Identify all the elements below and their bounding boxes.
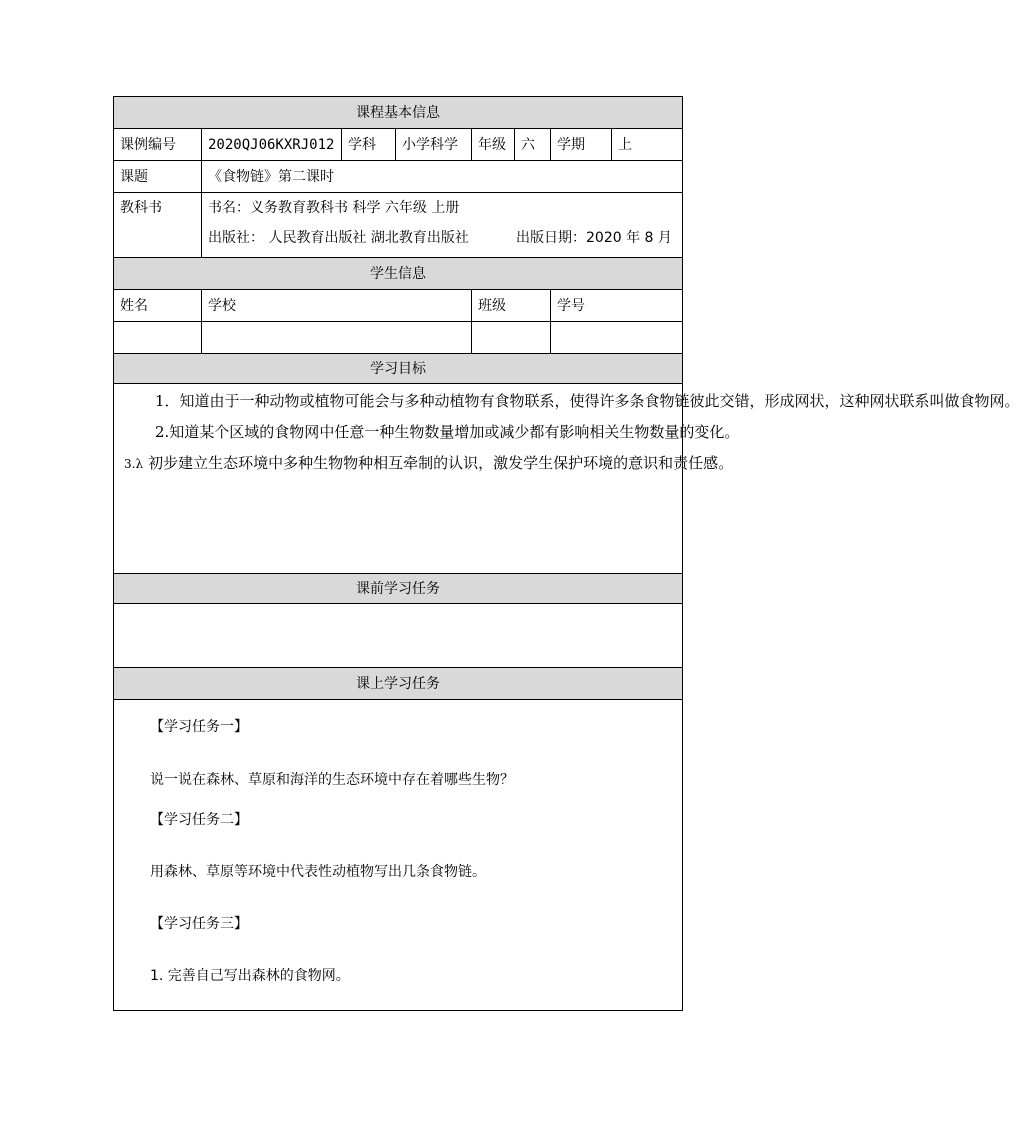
topic-value: 《食物链》第二课时 — [202, 161, 683, 193]
objectives-content — [114, 384, 1020, 574]
grade-value: 六 — [515, 129, 551, 161]
task-1-title: 【学习任务一】 — [150, 719, 248, 735]
student-school-label: 学校 — [202, 290, 472, 322]
task-2-title: 【学习任务二】 — [150, 812, 248, 828]
lesson-plan-table — [113, 96, 1020, 1011]
task-3-title: 【学习任务三】 — [150, 916, 248, 932]
student-id-label: 学号 — [551, 290, 683, 322]
in-class-content — [114, 700, 683, 1011]
in-class-header: 课上学习任务 — [114, 668, 683, 700]
subject-label: 学科 — [342, 129, 396, 161]
term-value: 上 — [612, 129, 683, 161]
student-info-header: 学生信息 — [114, 258, 683, 290]
textbook-title: 书名：义务教育教科书 科学 六年级 上册 — [208, 200, 460, 216]
task-1-text: 说一说在森林、草原和海洋的生态环境中存在着哪些生物？ — [150, 772, 514, 788]
student-name-cell[interactable] — [114, 322, 202, 354]
topic-label: 课题 — [114, 161, 202, 193]
course-id-value: 2020QJ06KXRJ012 — [202, 129, 342, 161]
objective-3-number: 3.λ — [124, 457, 144, 471]
objective-1: 1．知道由于一种动物或植物可能会与多种动植物有食物联系，使得许多条食物链彼此交错，形成网状，这种网状联系叫做食物网。 — [155, 392, 1020, 410]
course-id-label: 课例编号 — [114, 129, 202, 161]
subject-value: 小学科学 — [396, 129, 472, 161]
student-class-label: 班级 — [472, 290, 551, 322]
textbook-label: 教科书 — [114, 193, 202, 258]
pre-class-header: 课前学习任务 — [114, 574, 683, 604]
term-label: 学期 — [551, 129, 612, 161]
student-name-label: 姓名 — [114, 290, 202, 322]
objective-3-text: 初步建立生态环境中多种生物物种相互牵制的认识，激发学生保护环境的意识和责任感。 — [148, 454, 734, 472]
objective-3 — [118, 448, 734, 480]
textbook-info — [202, 193, 683, 258]
task-3-text: 1. 完善自己写出森林的食物网。 — [150, 968, 350, 984]
student-id-cell[interactable] — [551, 322, 683, 354]
textbook-date: 出版日期：2020 年 8 月 — [516, 230, 672, 246]
textbook-publisher: 出版社： 人民教育出版社 湖北教育出版社 — [208, 230, 469, 246]
grade-label: 年级 — [472, 129, 515, 161]
textbook-publisher-line — [208, 228, 676, 248]
objectives-header: 学习目标 — [114, 354, 683, 384]
student-school-cell[interactable] — [202, 322, 472, 354]
student-class-cell[interactable] — [472, 322, 551, 354]
pre-class-content[interactable] — [114, 604, 683, 668]
task-2-text: 用森林、草原等环境中代表性动植物写出几条食物链。 — [150, 864, 486, 880]
basic-info-header: 课程基本信息 — [114, 97, 683, 129]
objective-2: 2.知道某个区域的食物网中任意一种生物数量增加或减少都有影响相关生物数量的变化。 — [155, 423, 740, 441]
